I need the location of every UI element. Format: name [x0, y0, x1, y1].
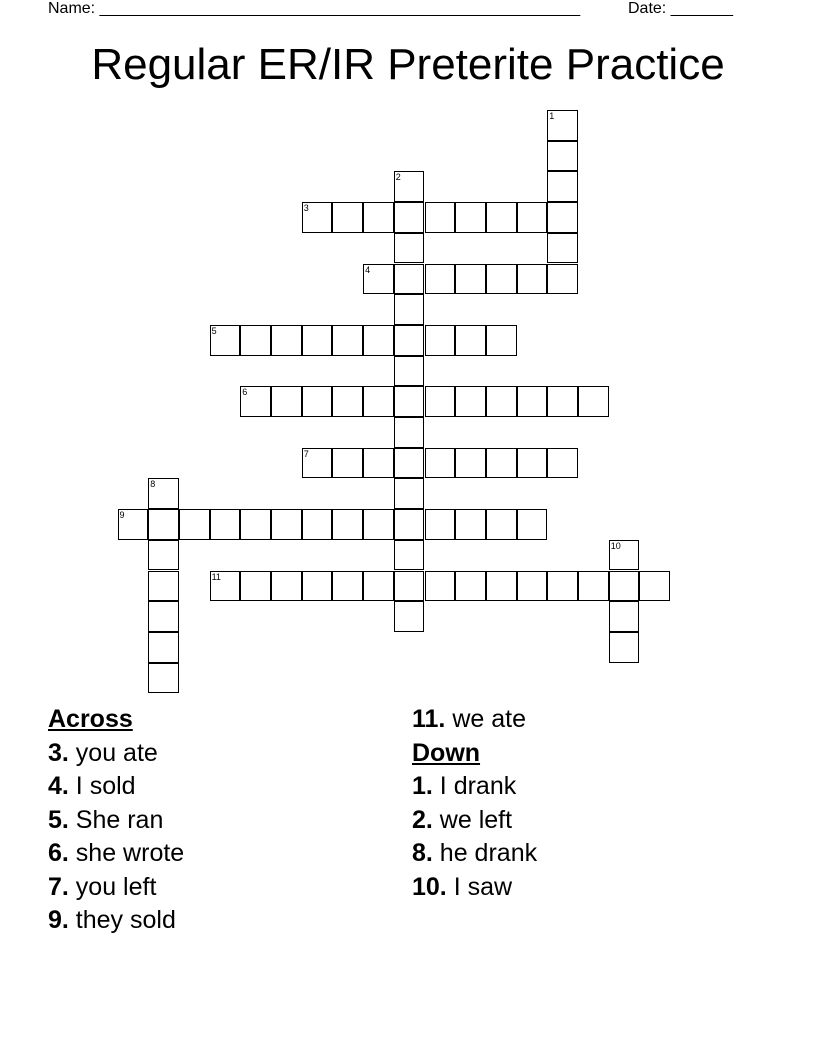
crossword-cell[interactable]	[455, 509, 486, 540]
clue-item	[48, 737, 388, 771]
crossword-cell[interactable]	[486, 202, 517, 233]
crossword-cell[interactable]	[547, 110, 578, 141]
crossword-cell[interactable]	[486, 571, 517, 602]
crossword-cell[interactable]	[302, 509, 333, 540]
clue-item	[412, 703, 752, 737]
cell-number: 8	[150, 479, 156, 490]
crossword-cell[interactable]	[240, 571, 271, 602]
crossword-cell[interactable]	[148, 540, 179, 571]
cell-number: 9	[119, 510, 125, 521]
crossword-cell[interactable]	[118, 509, 149, 540]
crossword-cell[interactable]	[609, 632, 640, 663]
crossword-cell[interactable]	[547, 264, 578, 295]
clue-text: they sold	[68, 906, 176, 934]
clue-text: She ran	[68, 805, 164, 834]
clue-text: you ate	[68, 738, 158, 767]
crossword-cell[interactable]	[547, 141, 578, 172]
crossword-cell[interactable]	[517, 509, 548, 540]
crossword-cell[interactable]	[332, 571, 363, 602]
crossword-cell[interactable]	[363, 264, 394, 295]
crossword-cell[interactable]	[455, 202, 486, 233]
crossword-cell[interactable]	[425, 325, 456, 356]
clue-column-right	[412, 703, 752, 904]
clue-item	[412, 837, 752, 871]
cell-number: 11	[211, 571, 221, 582]
clue-text: I drank	[432, 772, 517, 800]
crossword-cell[interactable]	[302, 571, 333, 602]
crossword-cell[interactable]	[394, 386, 425, 417]
crossword-cell[interactable]	[271, 386, 302, 417]
crossword-cell[interactable]	[332, 202, 363, 233]
clue-number: 9.	[48, 906, 69, 934]
crossword-cell[interactable]	[609, 540, 640, 571]
crossword-cell[interactable]	[394, 233, 425, 264]
crossword-cell[interactable]	[240, 325, 271, 356]
crossword-cell[interactable]	[394, 540, 425, 571]
page-title: Regular ER/IR Preterite Practice	[91, 40, 725, 89]
crossword-cell[interactable]	[394, 294, 425, 325]
cell-number: 3	[303, 203, 309, 214]
crossword-cell[interactable]	[363, 386, 394, 417]
clue-number: 3.	[48, 738, 69, 767]
crossword-cell[interactable]	[547, 448, 578, 479]
crossword-cell[interactable]	[394, 448, 425, 479]
crossword-cell[interactable]	[394, 417, 425, 448]
crossword-cell[interactable]	[486, 448, 517, 479]
clue-text: you left	[68, 872, 157, 901]
crossword-cell[interactable]	[394, 202, 425, 233]
cell-number: 5	[211, 325, 217, 336]
crossword-cell[interactable]	[210, 571, 241, 602]
crossword-cell[interactable]	[609, 601, 640, 632]
clue-text: she wrote	[68, 839, 185, 867]
crossword-cell[interactable]	[332, 509, 363, 540]
crossword-cell[interactable]	[363, 571, 394, 602]
crossword-cell[interactable]	[240, 386, 271, 417]
crossword-cell[interactable]	[271, 571, 302, 602]
clue-text: he drank	[432, 839, 538, 867]
cell-number: 7	[303, 448, 309, 459]
crossword-cell[interactable]	[455, 571, 486, 602]
clue-item	[412, 804, 752, 838]
crossword-cell[interactable]	[363, 325, 394, 356]
crossword-cell[interactable]	[455, 448, 486, 479]
crossword-cell[interactable]	[394, 478, 425, 509]
crossword-cell[interactable]	[455, 264, 486, 295]
clue-column-left	[48, 703, 388, 938]
crossword-cell[interactable]	[517, 448, 548, 479]
clue-text: we ate	[445, 705, 526, 733]
clue-text: I saw	[446, 872, 513, 901]
cell-number: 1	[549, 111, 555, 121]
clue-number: 5.	[48, 805, 69, 834]
crossword-cell[interactable]	[148, 571, 179, 602]
crossword-cell[interactable]	[302, 448, 333, 479]
crossword-cell[interactable]	[578, 571, 609, 602]
crossword-cell[interactable]	[425, 386, 456, 417]
crossword-cell[interactable]	[332, 448, 363, 479]
clue-number: 10.	[412, 872, 447, 901]
crossword-cell[interactable]	[148, 601, 179, 632]
clue-number: 6.	[48, 839, 69, 867]
crossword-cell[interactable]	[302, 202, 333, 233]
crossword-cell[interactable]	[517, 571, 548, 602]
crossword-cell[interactable]	[394, 571, 425, 602]
crossword-cell[interactable]	[578, 386, 609, 417]
crossword-cell[interactable]	[148, 509, 179, 540]
name-field-label[interactable]: Name: ______________________________________________________	[48, 0, 581, 17]
cell-number: 2	[395, 172, 401, 183]
crossword-cell[interactable]	[517, 386, 548, 417]
cell-number: 6	[242, 387, 248, 398]
crossword-cell[interactable]	[394, 509, 425, 540]
clue-item	[412, 871, 752, 905]
crossword-cell[interactable]	[332, 386, 363, 417]
crossword-cell[interactable]	[547, 171, 578, 202]
cell-number: 4	[365, 264, 371, 275]
crossword-cell[interactable]	[148, 632, 179, 663]
clue-item	[48, 871, 388, 905]
clue-number: 8.	[412, 839, 433, 867]
crossword-cell[interactable]	[425, 202, 456, 233]
clue-number: 7.	[48, 872, 69, 901]
down-heading: Down	[412, 738, 481, 767]
crossword-cell[interactable]	[486, 264, 517, 295]
crossword-cell[interactable]	[210, 509, 241, 540]
crossword-cell[interactable]	[271, 325, 302, 356]
crossword-cell[interactable]	[609, 571, 640, 602]
crossword-cell[interactable]	[179, 509, 210, 540]
clue-item	[48, 837, 388, 871]
crossword-cell[interactable]	[363, 448, 394, 479]
crossword-cell[interactable]	[639, 571, 670, 602]
crossword-cell[interactable]	[455, 386, 486, 417]
crossword-cell[interactable]	[332, 325, 363, 356]
across-heading: Across	[48, 705, 133, 733]
crossword-cell[interactable]	[517, 202, 548, 233]
clue-item	[48, 804, 388, 838]
crossword-cell[interactable]	[486, 509, 517, 540]
crossword-cell[interactable]	[425, 509, 456, 540]
crossword-cell[interactable]	[486, 325, 517, 356]
clue-number: 11.	[412, 705, 446, 733]
date-field-label[interactable]: Date: _______	[628, 0, 733, 17]
crossword-cell[interactable]	[394, 601, 425, 632]
crossword-cell[interactable]	[547, 386, 578, 417]
crossword-cell[interactable]	[394, 356, 425, 387]
crossword-cell[interactable]	[302, 325, 333, 356]
cell-number: 10	[610, 540, 621, 551]
clue-item	[48, 770, 388, 804]
crossword-cell[interactable]	[517, 264, 548, 295]
clue-number: 4.	[48, 772, 69, 800]
crossword-cell[interactable]	[210, 325, 241, 356]
clue-number: 1.	[412, 772, 433, 800]
crossword-cell[interactable]	[455, 325, 486, 356]
clue-item	[412, 770, 752, 804]
clue-item	[48, 904, 388, 938]
crossword-cell[interactable]	[302, 386, 333, 417]
crossword-cell[interactable]	[547, 233, 578, 264]
crossword-cell[interactable]	[240, 509, 271, 540]
crossword-cell[interactable]	[547, 202, 578, 233]
crossword-cell[interactable]	[547, 571, 578, 602]
crossword-cell[interactable]	[425, 264, 456, 295]
crossword-cell[interactable]	[486, 386, 517, 417]
crossword-cell[interactable]	[363, 509, 394, 540]
clue-text: I sold	[68, 772, 136, 800]
crossword-cell[interactable]	[394, 325, 425, 356]
crossword-cell[interactable]	[271, 509, 302, 540]
crossword-cell[interactable]	[363, 202, 394, 233]
crossword-cell[interactable]	[394, 171, 425, 202]
crossword-cell[interactable]	[148, 663, 179, 694]
crossword-cell[interactable]	[425, 571, 456, 602]
clue-list	[48, 703, 768, 963]
clue-number: 2.	[412, 805, 433, 834]
crossword-cell[interactable]	[425, 448, 456, 479]
crossword-cell[interactable]	[394, 264, 425, 295]
clue-text: we left	[432, 805, 513, 834]
crossword-cell[interactable]	[148, 478, 179, 509]
